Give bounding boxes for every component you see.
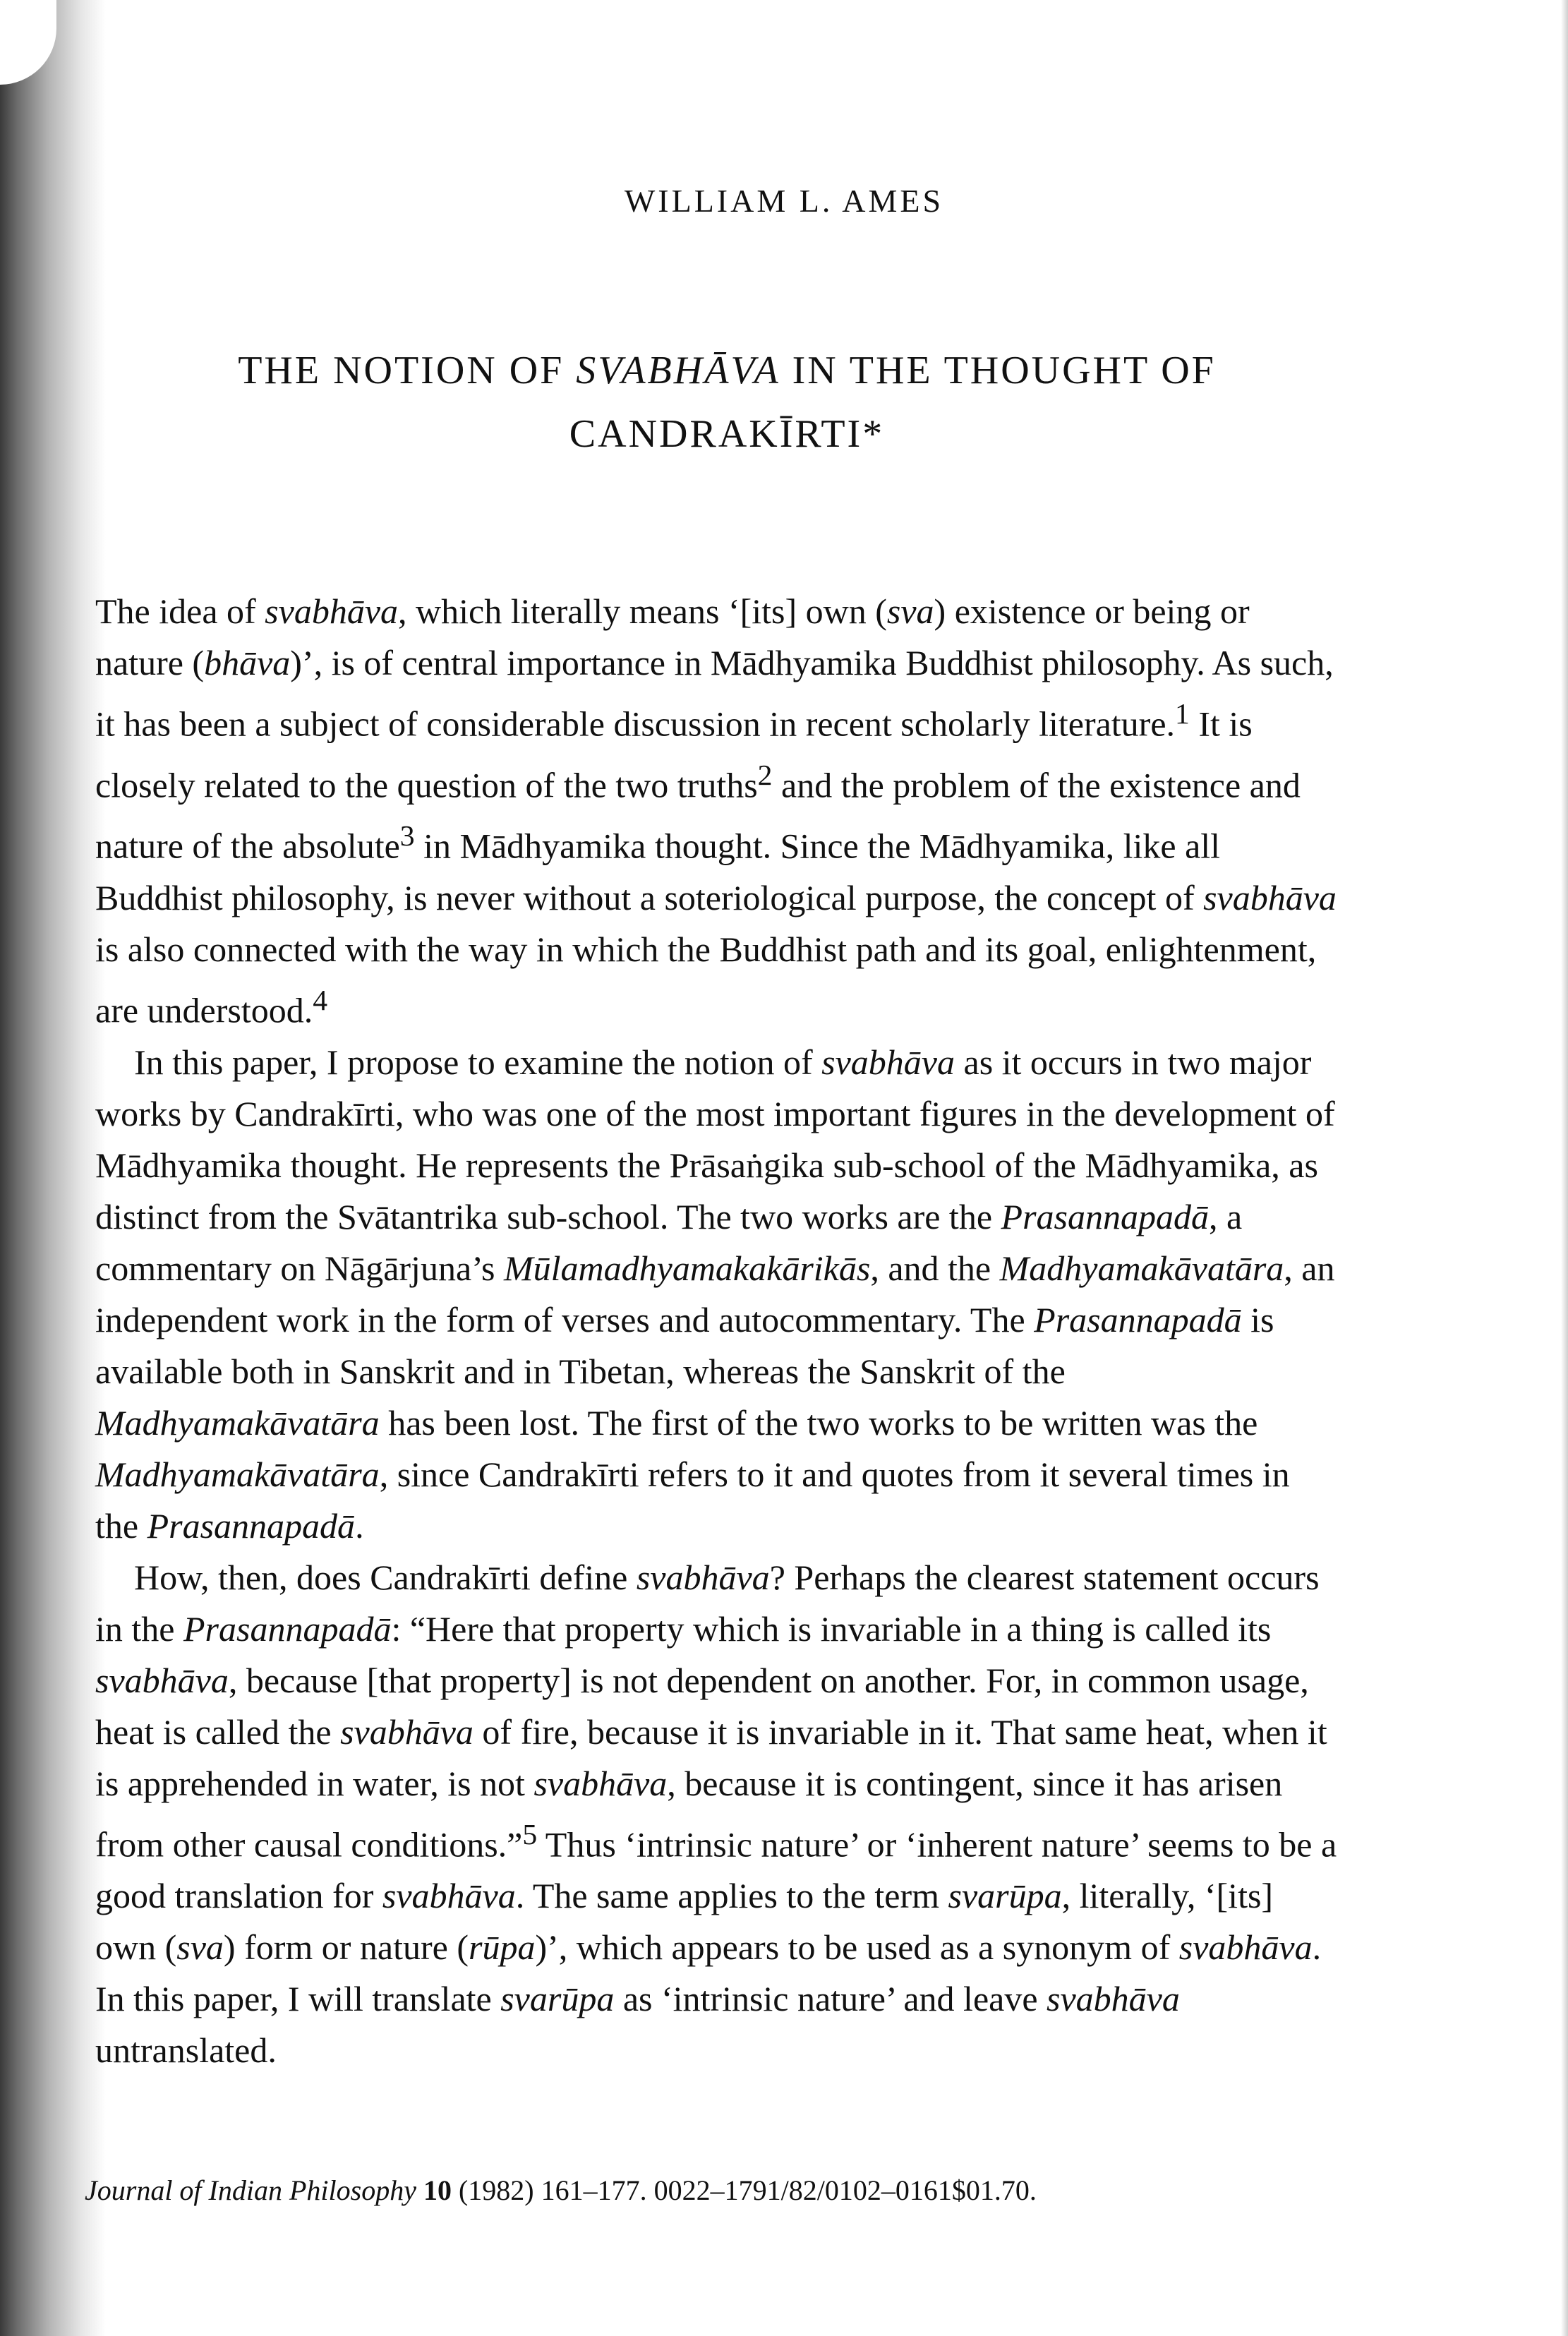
- title-term: SVABHĀVA: [576, 349, 780, 392]
- italic-term: svarūpa: [500, 1979, 615, 2019]
- article-title: [127, 339, 1327, 466]
- italic-term: rūpa: [469, 1927, 536, 1968]
- text-run: , which literally means ‘[its] own (: [398, 591, 887, 631]
- footnote-ref: 3: [399, 820, 415, 853]
- journal-citation: [85, 2174, 1461, 2207]
- italic-title: Madhyamakāvatāra: [95, 1402, 380, 1443]
- text-run: of fire, because it is invariable in it. That same heat, when it is apprehended in water, is not: [95, 1711, 1327, 1803]
- text-run: in Mādhyamika thought. Since the Mādhyamika, like all Buddhist philosophy, is never without a soteriological purpose, the concept of: [95, 826, 1221, 917]
- italic-title: Madhyamakāvatāra: [999, 1248, 1284, 1288]
- text-run: untranslated.: [95, 2030, 277, 2071]
- scan-shadow-left: [0, 0, 106, 2336]
- paragraph-1: [95, 586, 1341, 1037]
- text-run: . In this paper, I will translate: [95, 1927, 1322, 2019]
- text-run: , literally, ‘[its] own (: [95, 1876, 1274, 1968]
- text-run: ) form or nature (: [223, 1927, 469, 1968]
- text-run: ) existence or being or nature (: [95, 591, 1250, 682]
- text-run: is available both in Sanskrit and in Tibetan, whereas the Sanskrit of the: [95, 1299, 1274, 1391]
- text-run: It is closely related to the question of the two truths: [95, 704, 1253, 805]
- footnote-ref: 5: [522, 1818, 538, 1851]
- text-run: How, then, does Candrakīrti define: [134, 1557, 637, 1597]
- text-run: , a commentary on Nāgārjuna’s: [95, 1196, 1243, 1288]
- text-run: Thus ‘intrinsic nature’ or ‘inherent nature’ seems to be a good translation for: [95, 1824, 1337, 1916]
- text-run: . The same applies to the term: [515, 1876, 948, 1916]
- citation-details: (1982) 161–177. 0022–1791/82/0102–0161$01.70.: [451, 2174, 1037, 2206]
- text-run: as it occurs in two major works by Candrakīrti, who was one of the most important figures in the development of Mādhyamika thought. He represents the Prāsaṅgika sub-school of the Mādhyamika, as distinct from the Svātantrika sub-school. The two works are the: [95, 1042, 1335, 1236]
- text-run: and the problem of the existence and nature of the absolute: [95, 765, 1301, 866]
- italic-title: Prasannapadā: [1001, 1196, 1209, 1236]
- text-run: ? Perhaps the clearest statement occurs in the: [95, 1557, 1320, 1649]
- text-run: The idea of: [95, 591, 265, 631]
- italic-term: svabhāva: [821, 1042, 955, 1082]
- text-run: , and the: [870, 1248, 1000, 1288]
- text-run: , because [that property] is not dependent on another. For, in common usage, heat is called the: [95, 1660, 1309, 1752]
- scan-shadow-right: [1561, 0, 1568, 2336]
- text-run: .: [355, 1505, 364, 1546]
- footnote-ref: 4: [313, 984, 328, 1017]
- article-body: [95, 586, 1341, 2076]
- paragraph-2: [95, 1037, 1341, 1552]
- footnote-ref: 1: [1175, 698, 1190, 730]
- title-line-2: CANDRAKĪRTI*: [569, 412, 885, 456]
- author-name: WILLIAM L. AMES: [624, 183, 944, 219]
- italic-term: svabhāva: [533, 1763, 668, 1803]
- italic-term: svabhāva: [1047, 1979, 1180, 2019]
- italic-term: svabhāva: [1203, 877, 1337, 917]
- text-run: )’, is of central importance in Mādhyamika Buddhist philosophy. As such, it has been a subject of considerable discussion in recent scholarly literature.: [95, 643, 1334, 744]
- italic-term: svabhāva: [636, 1557, 770, 1597]
- italic-title: Prasannapadā: [1034, 1299, 1242, 1339]
- italic-term: svabhāva: [95, 1660, 229, 1700]
- italic-term: svabhāva: [382, 1876, 516, 1916]
- footnote-ref: 2: [757, 759, 773, 792]
- text-run: as ‘intrinsic nature’ and leave: [614, 1979, 1047, 2019]
- text-run: , an independent work in the form of verses and autocommentary. The: [95, 1248, 1335, 1339]
- paragraph-3: [95, 1552, 1341, 2077]
- italic-title: Prasannapadā: [147, 1505, 356, 1546]
- text-run: has been lost. The first of the two works to be written was the: [379, 1402, 1258, 1443]
- text-run: , since Candrakīrti refers to it and quotes from it several times in the: [95, 1454, 1290, 1546]
- journal-volume: 10: [423, 2174, 452, 2206]
- title-suffix: IN THE THOUGHT OF: [780, 349, 1216, 392]
- italic-term: svabhāva: [340, 1711, 474, 1752]
- text-run: is also connected with the way in which the Buddhist path and its goal, enlightenment, are understood.: [95, 929, 1317, 1030]
- italic-term: sva: [886, 591, 934, 631]
- text-run: : “Here that property which is invariable in a thing is called its: [391, 1608, 1272, 1649]
- italic-term: svabhāva: [1178, 1927, 1313, 1968]
- italic-term: svarūpa: [948, 1876, 1062, 1916]
- italic-title: Mūlamadhyamakakārikās: [503, 1248, 871, 1288]
- title-prefix: THE NOTION OF: [238, 349, 577, 392]
- text-run: )’, which appears to be used as a synonym of: [535, 1927, 1179, 1968]
- text-run: In this paper, I propose to examine the notion of: [134, 1042, 822, 1082]
- italic-term: bhāva: [204, 643, 291, 682]
- italic-title: Prasannapadā: [183, 1608, 392, 1649]
- journal-name: Journal of Indian Philosophy: [85, 2174, 416, 2206]
- italic-term: svabhāva: [265, 591, 399, 631]
- italic-term: sva: [176, 1927, 224, 1968]
- text-run: , because it is contingent, since it has arisen from other causal conditions.”: [95, 1763, 1283, 1865]
- italic-title: Madhyamakāvatāra: [95, 1454, 380, 1494]
